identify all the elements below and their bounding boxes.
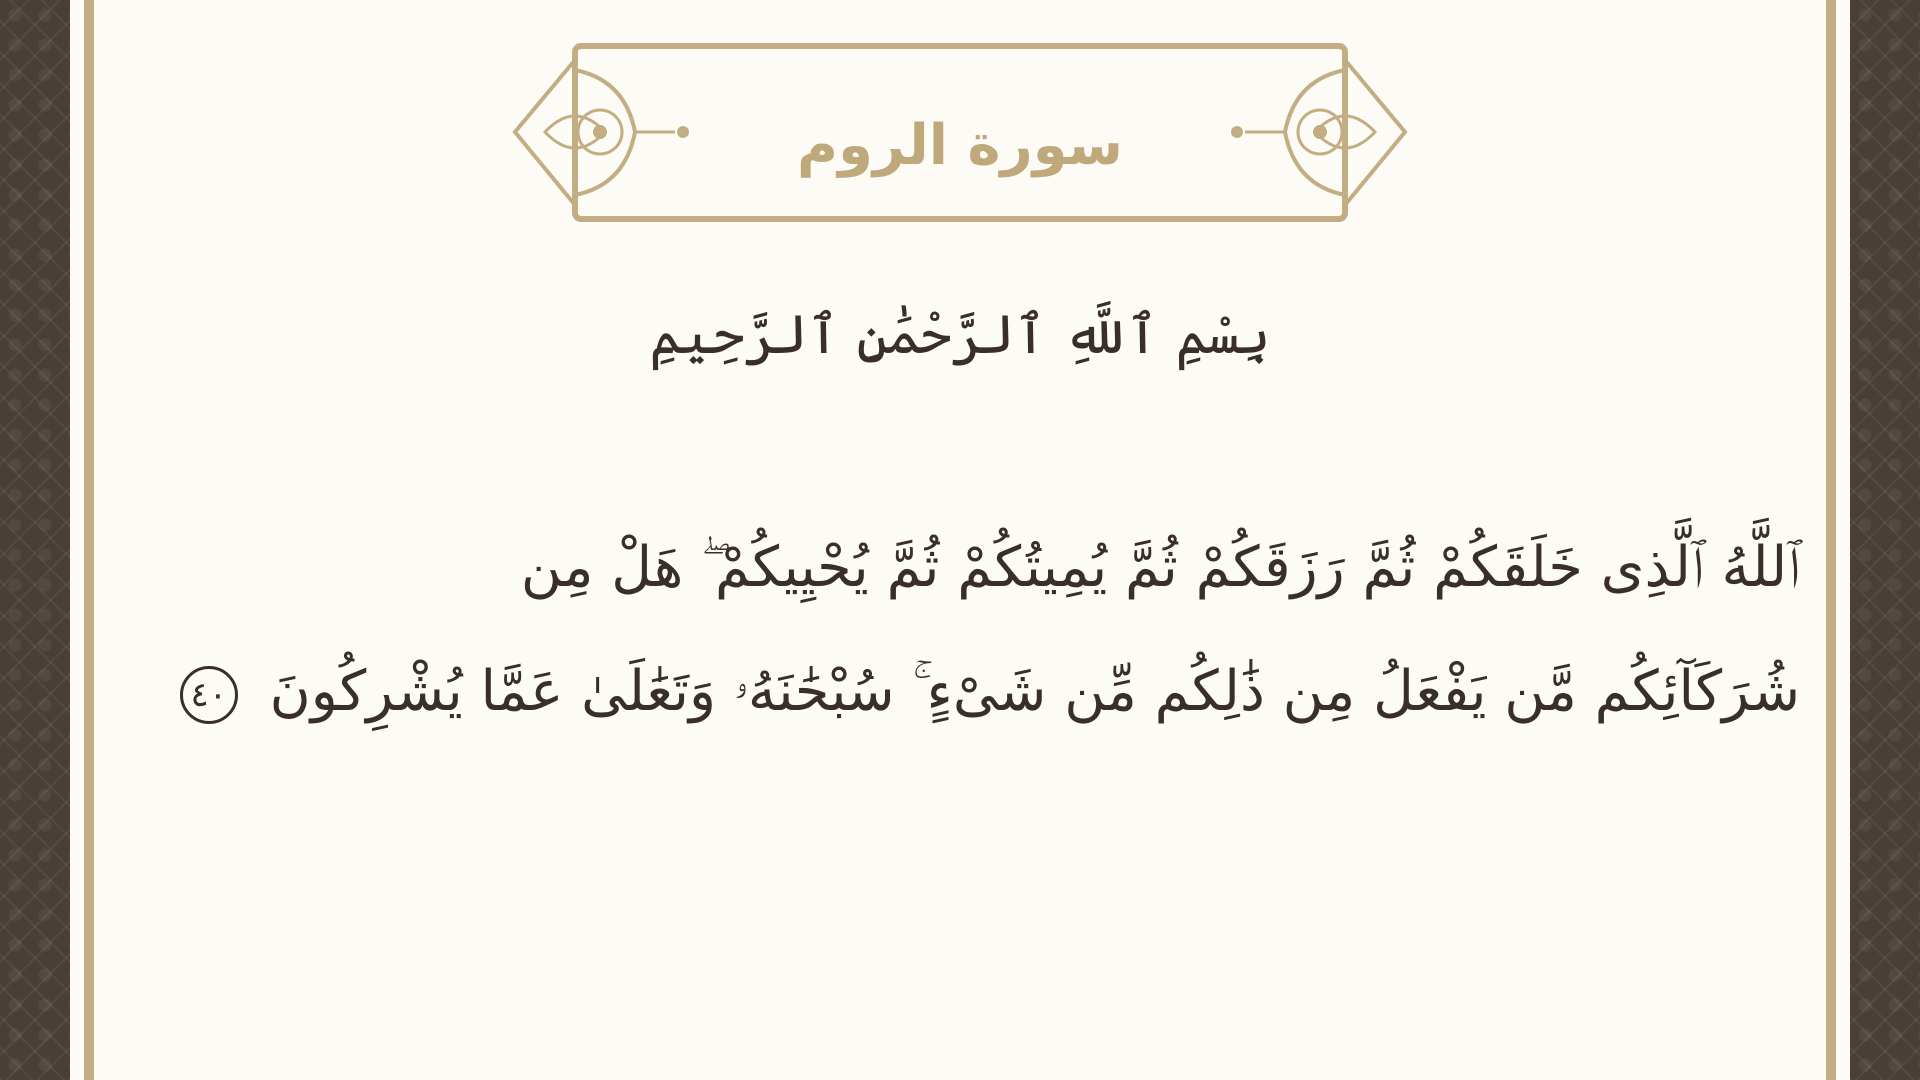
basmala-calligraphy: بِسْمِ ٱللَّهِ ٱلرَّحْمَٰنِ ٱلرَّحِيمِ	[649, 303, 1271, 366]
surah-title: سورة الروم	[797, 113, 1123, 178]
right-ornamental-border	[1850, 0, 1920, 1080]
left-gold-rule	[84, 0, 94, 1080]
verse-line-1	[120, 535, 1800, 600]
surah-title-frame	[505, 40, 1415, 225]
verse-line-2	[120, 659, 1800, 724]
right-gold-rule	[1826, 0, 1836, 1080]
verse-text-line-1: ٱللَّهُ ٱلَّذِى خَلَقَكُمْ ثُمَّ رَزَقَكُمْ ثُمَّ يُمِيتُكُمْ ثُمَّ يُحْيِيكُمْ ۖ هَلْ مِن	[520, 535, 1800, 600]
verse-text-line-2: شُرَكَآئِكُم مَّن يَفْعَلُ مِن ذَٰلِكُم مِّن شَىْءٍ ۚ سُبْحَٰنَهُۥ وَتَعَٰلَىٰ عَمَّا يُشْرِكُونَ	[269, 659, 1800, 724]
ayah-number-marker: ٤٠	[180, 666, 238, 724]
left-ornamental-border	[0, 0, 70, 1080]
